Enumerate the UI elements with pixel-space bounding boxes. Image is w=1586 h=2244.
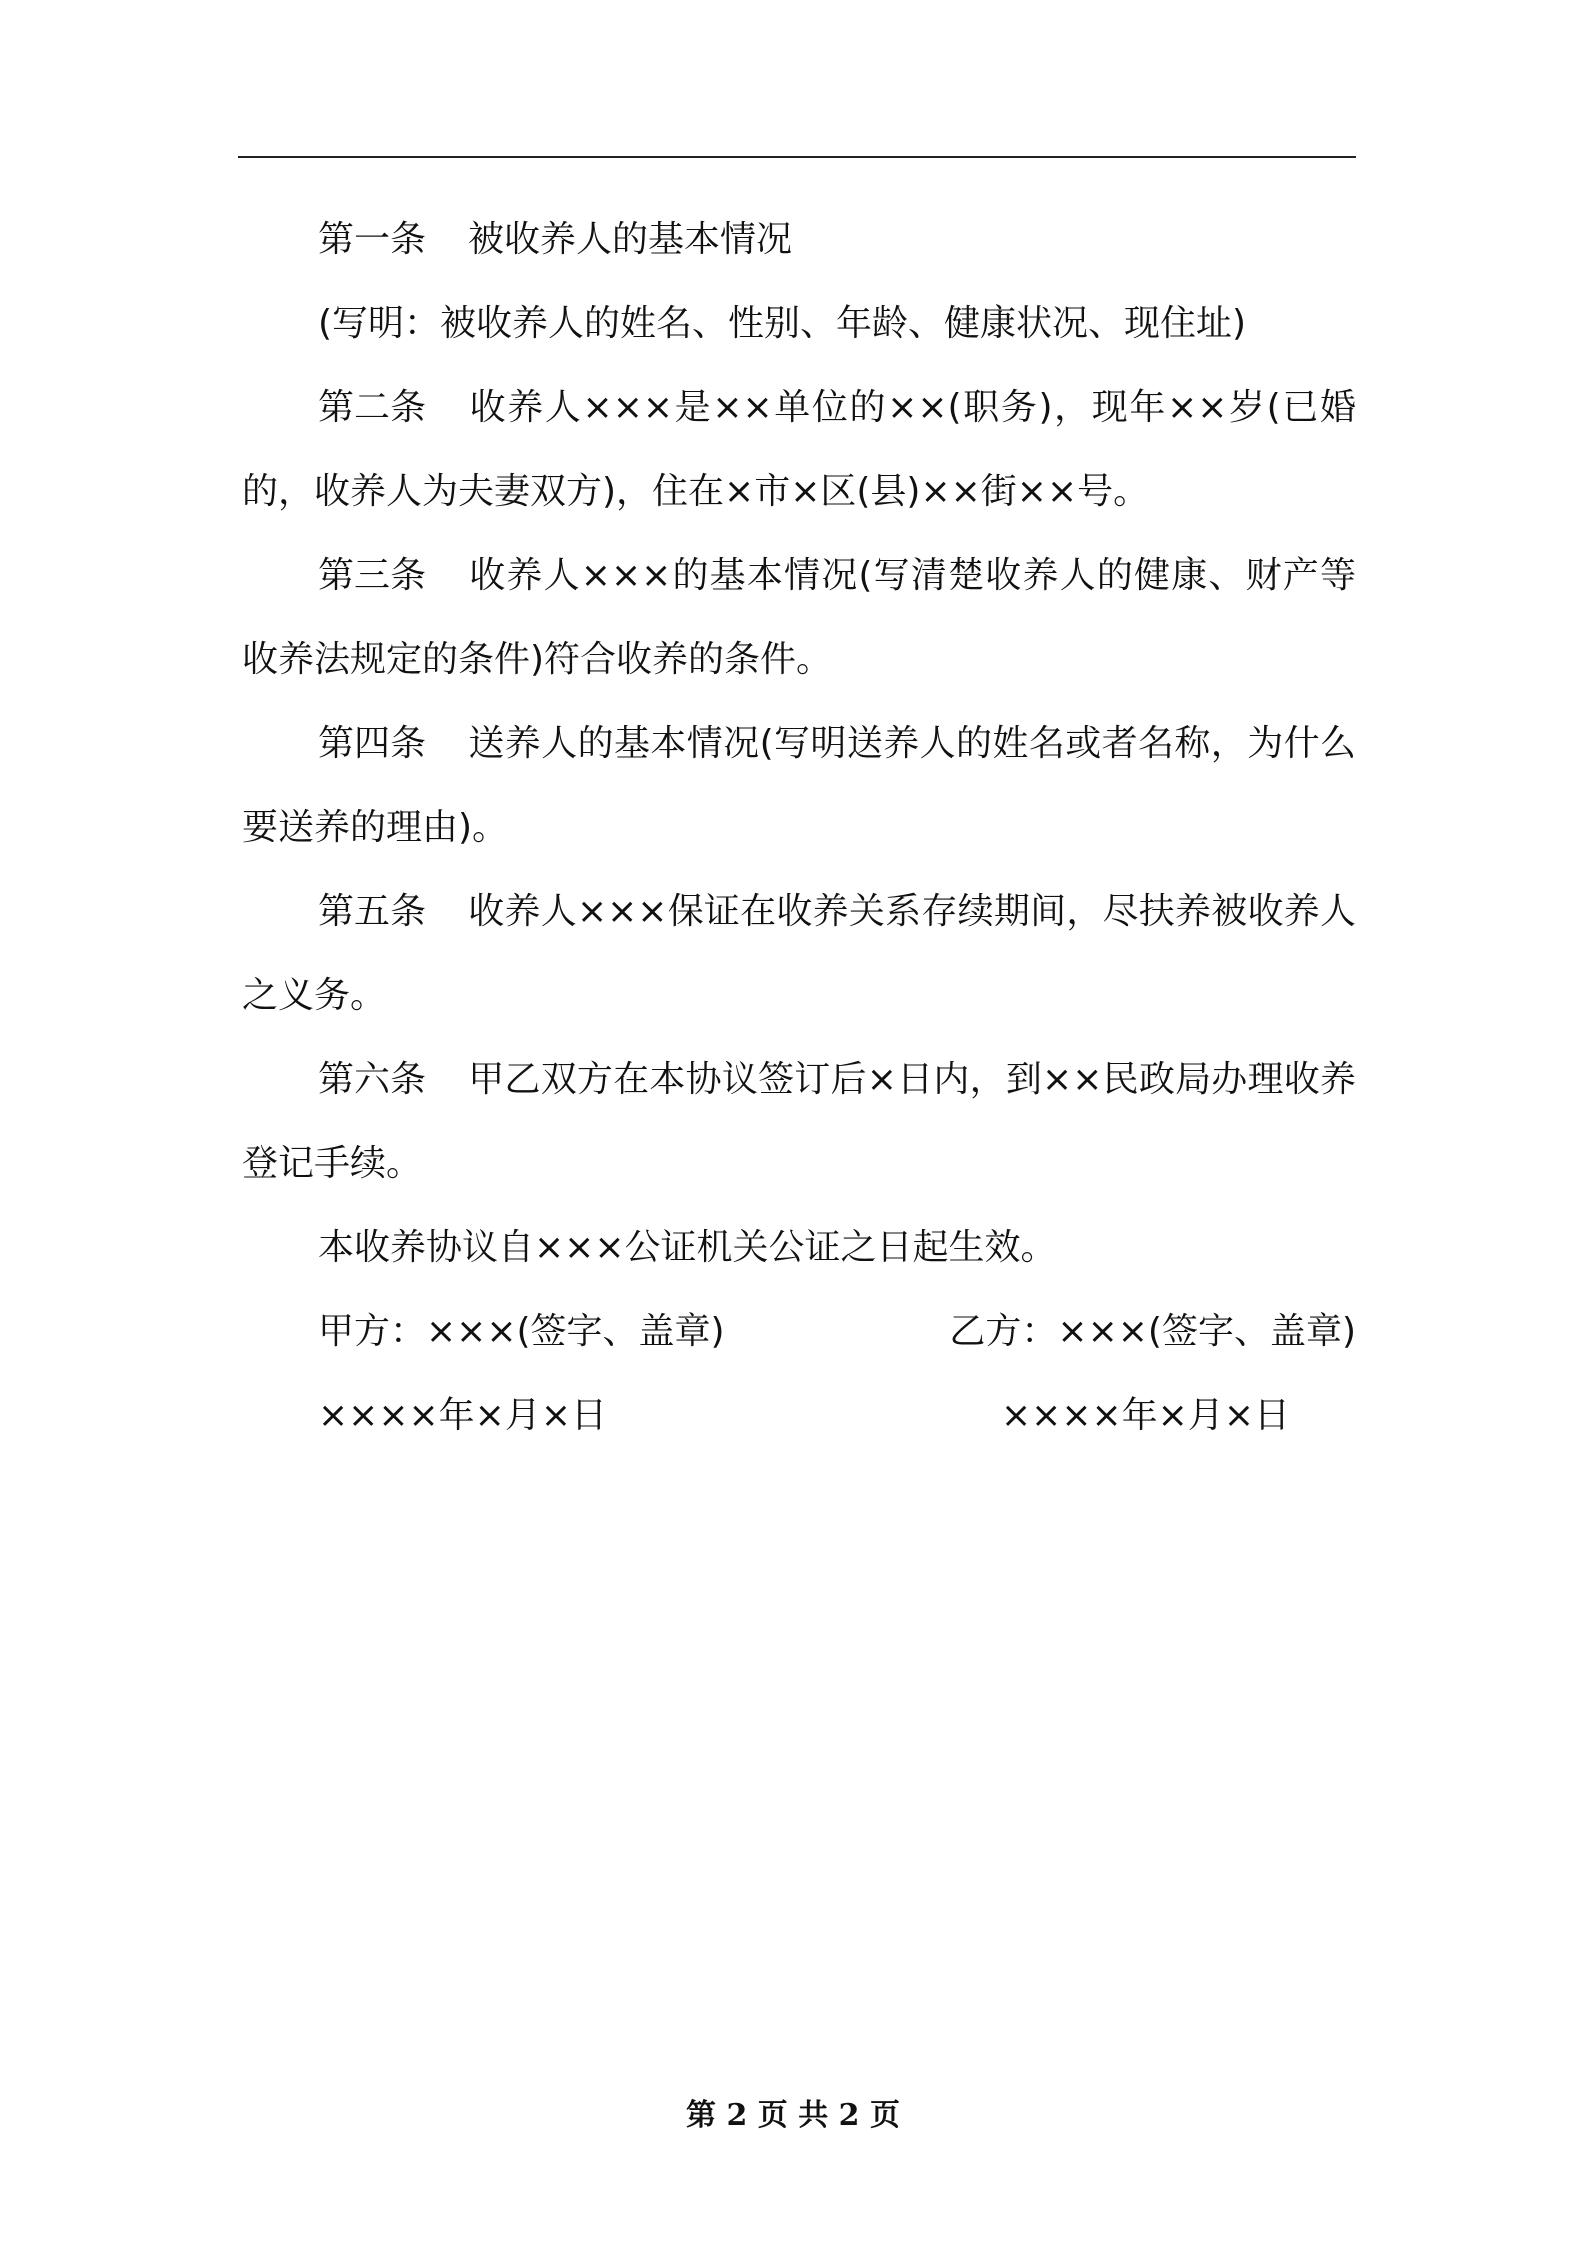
article-4 — [242, 702, 1356, 870]
article-1-note — [242, 282, 1356, 366]
article-6 — [242, 1038, 1356, 1206]
article-2 — [242, 366, 1356, 534]
document-body — [242, 198, 1356, 1458]
party-b-date: ××××年×月×日 — [1001, 1395, 1290, 1436]
article-5 — [242, 870, 1356, 1038]
party-a-signature: 甲方：×××(签字、盖章) — [318, 1311, 725, 1352]
effective-clause: 本收养协议自×××公证机关公证之日起生效。 — [318, 1227, 1057, 1268]
page-footer: 第 2 页 共 2 页 — [686, 2098, 900, 2133]
article-2-text: 收养人×××是××单位的××(职务)，现年××岁(已婚的，收养人为夫妻双方)，住在×市×区(县)××街××号。 — [242, 387, 1356, 512]
party-b-signature: 乙方：×××(签字、盖章) — [949, 1311, 1356, 1352]
article-5-title: 第五条 — [318, 891, 427, 932]
date-row — [242, 1374, 1356, 1458]
article-1-note-text: (写明：被收养人的姓名、性别、年龄、健康状况、现住址) — [318, 303, 1247, 344]
article-4-title: 第四条 — [318, 723, 427, 764]
article-1-title: 第一条 — [318, 219, 427, 260]
signature-row — [242, 1290, 1356, 1374]
article-3 — [242, 534, 1356, 702]
article-1-text: 被收养人的基本情况 — [468, 219, 793, 260]
article-3-title: 第三条 — [318, 555, 427, 596]
header-rule — [238, 156, 1356, 158]
article-4-text: 送养人的基本情况(写明送养人的姓名或者名称，为什么要送养的理由)。 — [242, 723, 1356, 848]
article-6-text: 甲乙双方在本协议签订后×日内，到××民政局办理收养登记手续。 — [242, 1059, 1356, 1184]
article-2-title: 第二条 — [318, 387, 427, 428]
party-a-date: ××××年×月×日 — [318, 1395, 607, 1436]
article-3-text: 收养人×××的基本情况(写清楚收养人的健康、财产等收养法规定的条件)符合收养的条件。 — [242, 555, 1356, 680]
article-6-title: 第六条 — [318, 1059, 427, 1100]
article-1 — [242, 198, 1356, 282]
article-5-text: 收养人×××保证在收养关系存续期间，尽扶养被收养人之义务。 — [242, 891, 1356, 1016]
